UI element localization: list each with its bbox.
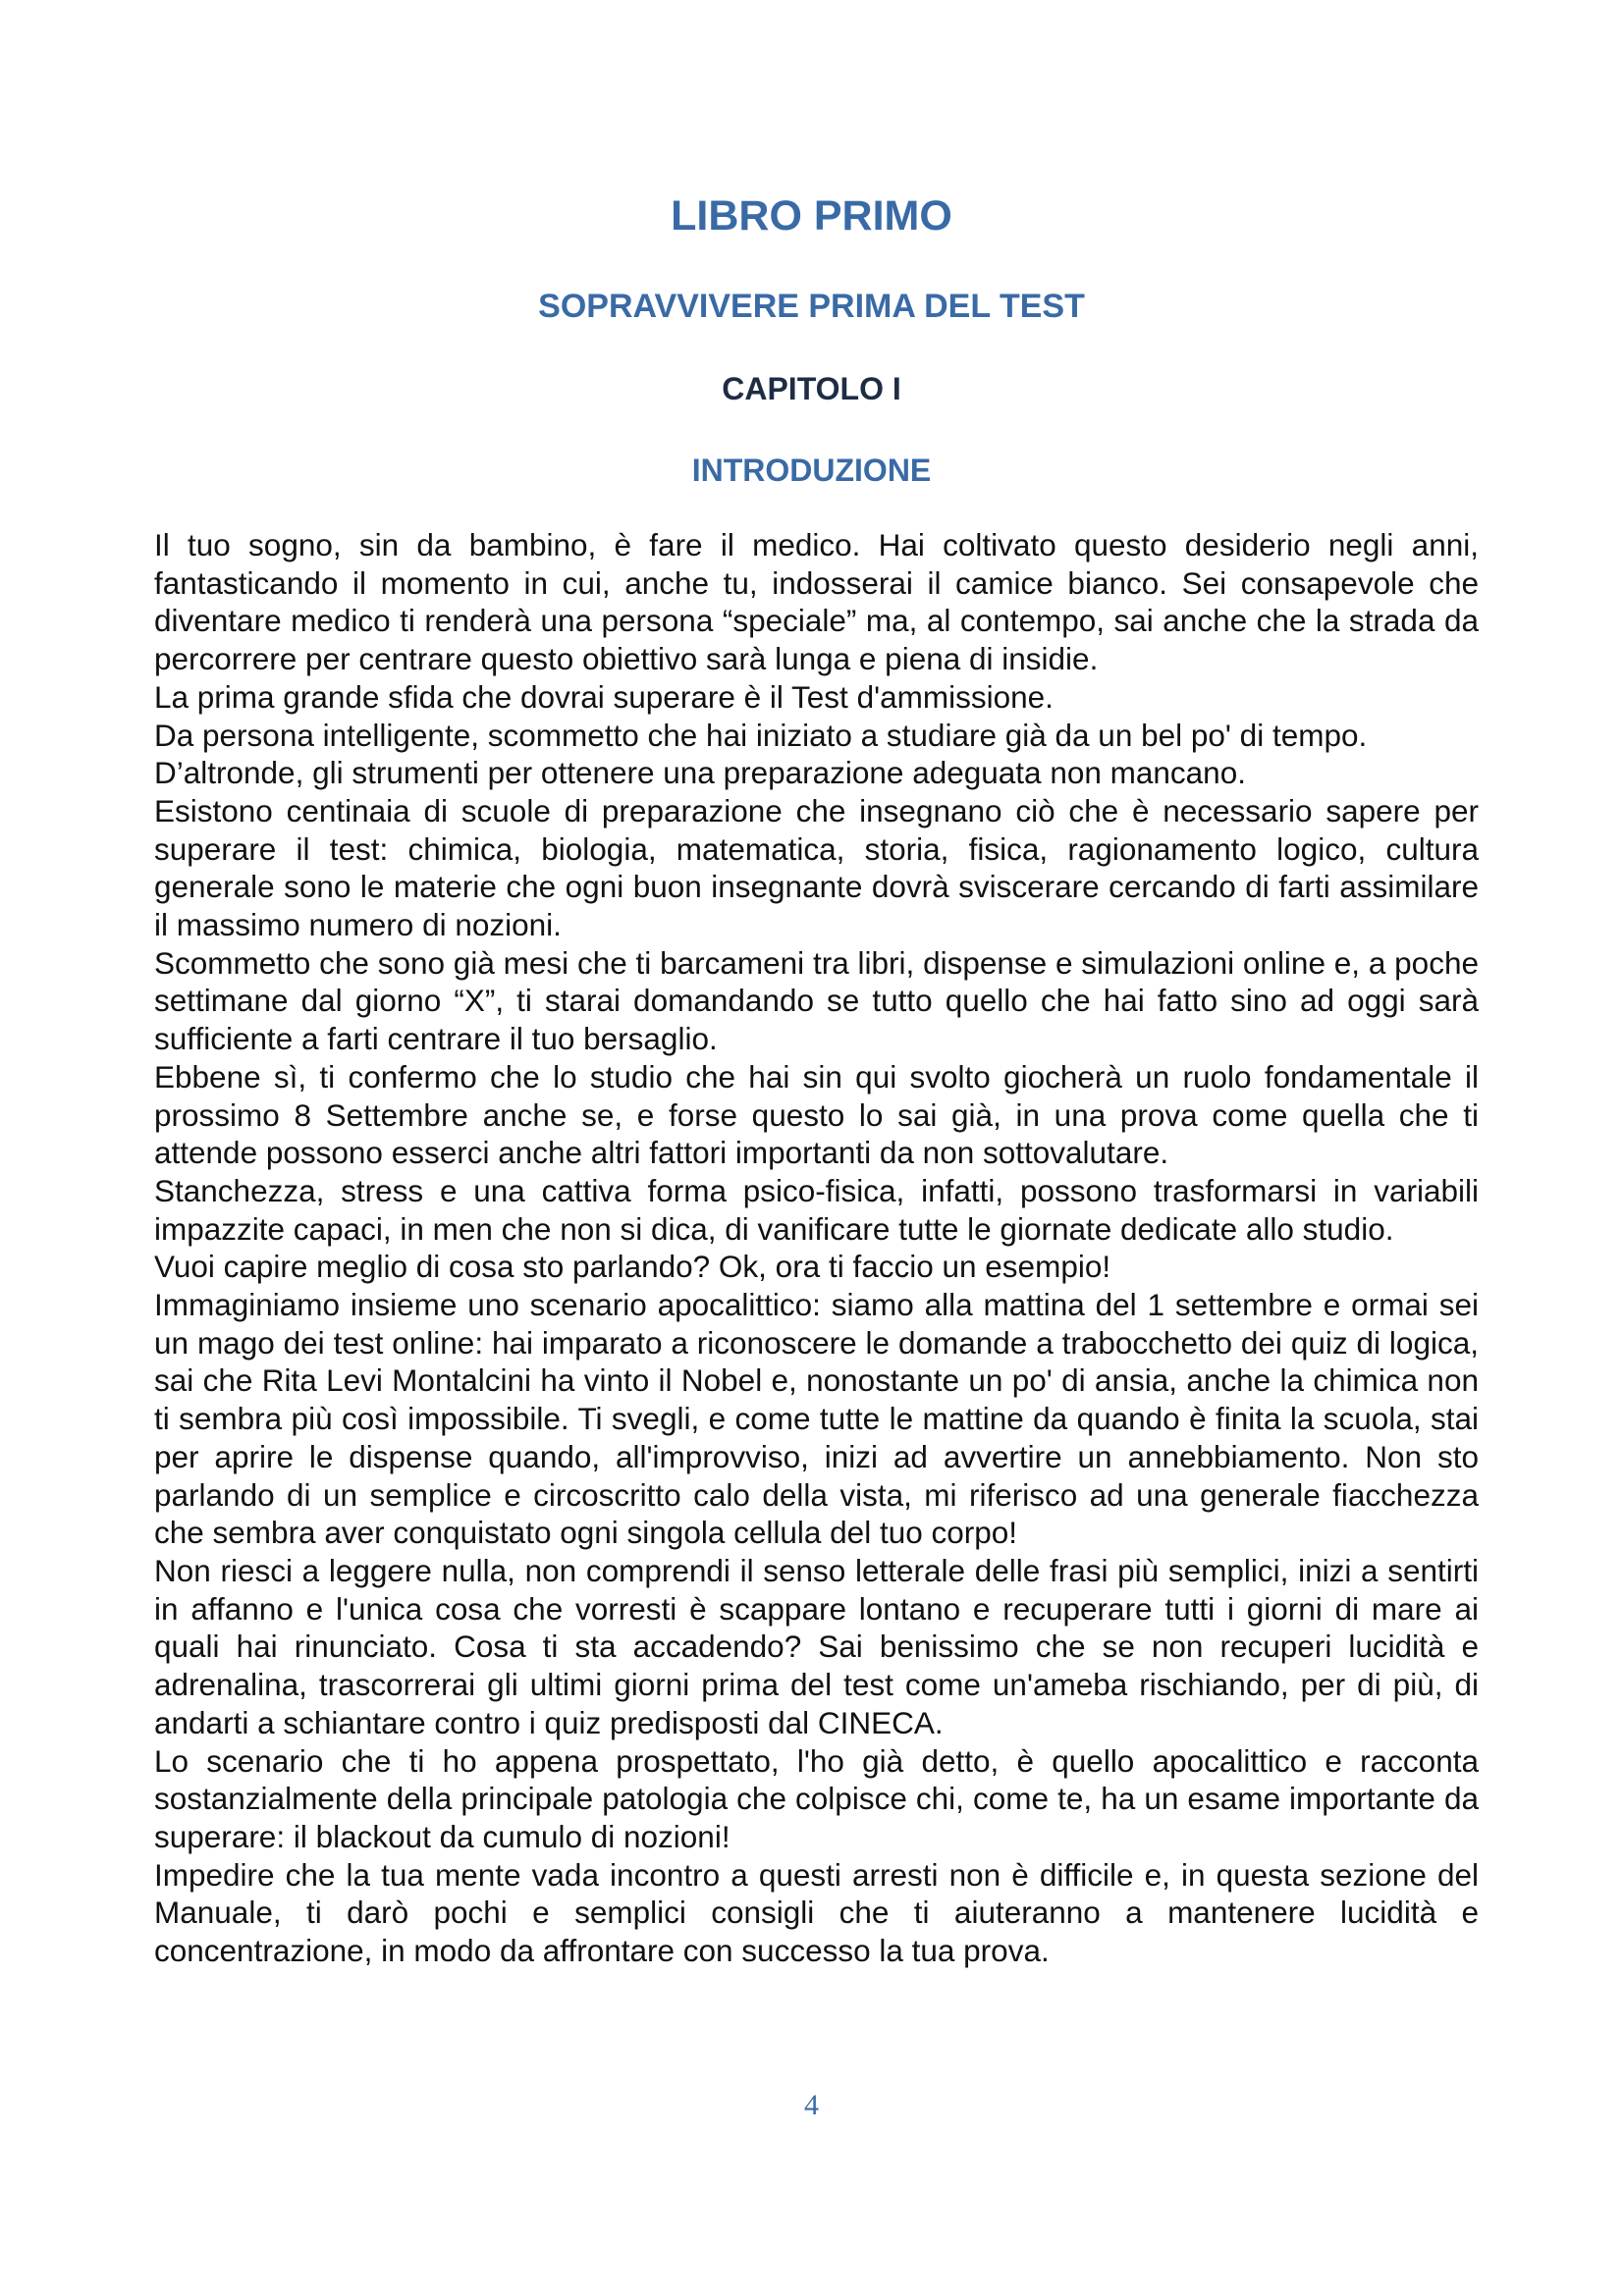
paragraph: Immaginiamo insieme uno scenario apocalittico: siamo alla mattina del 1 settembre e ormai sei un mago dei test online: hai imparato a riconoscere le domande a trabocchetto dei quiz di logica, sai che Rita Levi Montalcini ha vinto il Nobel e, nonostante un po' di ansia, anche la chimica non ti sembra più così impossibile. Ti svegli, e come tutte le mattine da quando è finita la scuola, stai per aprire le dispense quando, all'improvviso, inizi ad avvertire un annebbiamento. Non sto parlando di un semplice e circoscritto calo della vista, mi riferisco ad una generale fiacchezza che sembra aver conquistato ogni singola cellula del tuo corpo! (154, 1287, 1479, 1551)
book-title: LIBRO PRIMO (671, 192, 952, 240)
paragraph: Scommetto che sono già mesi che ti barcameni tra libri, dispense e simulazioni online e, a poche settimane dal giorno “X”, ti starai domandando se tutto quello che hai fatto sino ad oggi sarà sufficiente a farti centrare il tuo bersaglio. (154, 944, 1479, 1057)
paragraph: Esistono centinaia di scuole di preparazione che insegnano ciò che è necessario sapere per superare il test: chimica, biologia, matematica, storia, fisica, ragionamento logico, cultura generale sono le materie che ogni buon insegnante dovrà sviscerare cercando di farti assimilare il massimo numero di nozioni. (154, 792, 1479, 943)
paragraph: D’altronde, gli strumenti per ottenere una preparazione adeguata non mancano. (154, 755, 1246, 791)
paragraph: Non riesci a leggere nulla, non comprendi il senso letterale delle frasi più semplici, inizi a sentirti in affanno e l'unica cosa che vorresti è scappare lontano e recuperare tutti i giorni di mare ai quali hai rinunciato. Cosa ti sta accadendo? Sai benissimo che se non recuperi lucidità e adrenalina, trascorrerai gli ultimi giorni prima del test come un'ameba rischiando, per di più, di andarti a schiantare contro i quiz predisposti dal CINECA. (154, 1552, 1479, 1740)
paragraph: Impedire che la tua mente vada incontro a questi arresti non è difficile e, in questa sezione del Manuale, ti darò pochi e semplici consigli che ti aiuteranno a mantenere lucidità e concentrazione, in modo da affrontare con successo la tua prova. (154, 1856, 1479, 1969)
page-number: 4 (804, 2089, 819, 2121)
chapter-title: CAPITOLO I (722, 371, 901, 406)
paragraph: Vuoi capire meglio di cosa sto parlando? Ok, ora ti faccio un esempio! (154, 1249, 1111, 1285)
paragraph: Stanchezza, stress e una cattiva forma psico-fisica, infatti, possono trasformarsi in variabili impazzite capaci, in men che non si dica, di vanificare tutte le giornate dedicate allo studio. (154, 1172, 1479, 1247)
section-title: INTRODUZIONE (691, 453, 932, 488)
paragraph: Ebbene sì, ti confermo che lo studio che hai sin qui svolto giocherà un ruolo fondamentale il prossimo 8 Settembre anche se, e forse questo lo sai già, in una prova come quella che ti attende possono esserci anche altri fattori importanti da non sottovalutare. (154, 1058, 1479, 1171)
paragraph: Da persona intelligente, scommetto che hai iniziato a studiare già da un bel po' di tempo. (154, 717, 1368, 753)
paragraph: La prima grande sfida che dovrai superare è il Test d'ammissione. (154, 678, 1054, 715)
paragraph: Lo scenario che ti ho appena prospettato, l'ho già detto, è quello apocalittico e racconta sostanzialmente della principale patologia che colpisce chi, come te, ha un esame importante da superare: il blackout da cumulo di nozioni! (154, 1742, 1479, 1854)
body-text (154, 526, 1479, 1970)
paragraph: Il tuo sogno, sin da bambino, è fare il medico. Hai coltivato questo desiderio negli anni, fantasticando il momento in cui, anche tu, indosserai il camice bianco. Sei consapevole che diventare medico ti renderà una persona “speciale” ma, al contempo, sai anche che la strada da percorrere per centrare questo obiettivo sarà lunga e piena di insidie. (154, 527, 1479, 677)
part-title: SOPRAVVIVERE PRIMA DEL TEST (538, 288, 1085, 325)
